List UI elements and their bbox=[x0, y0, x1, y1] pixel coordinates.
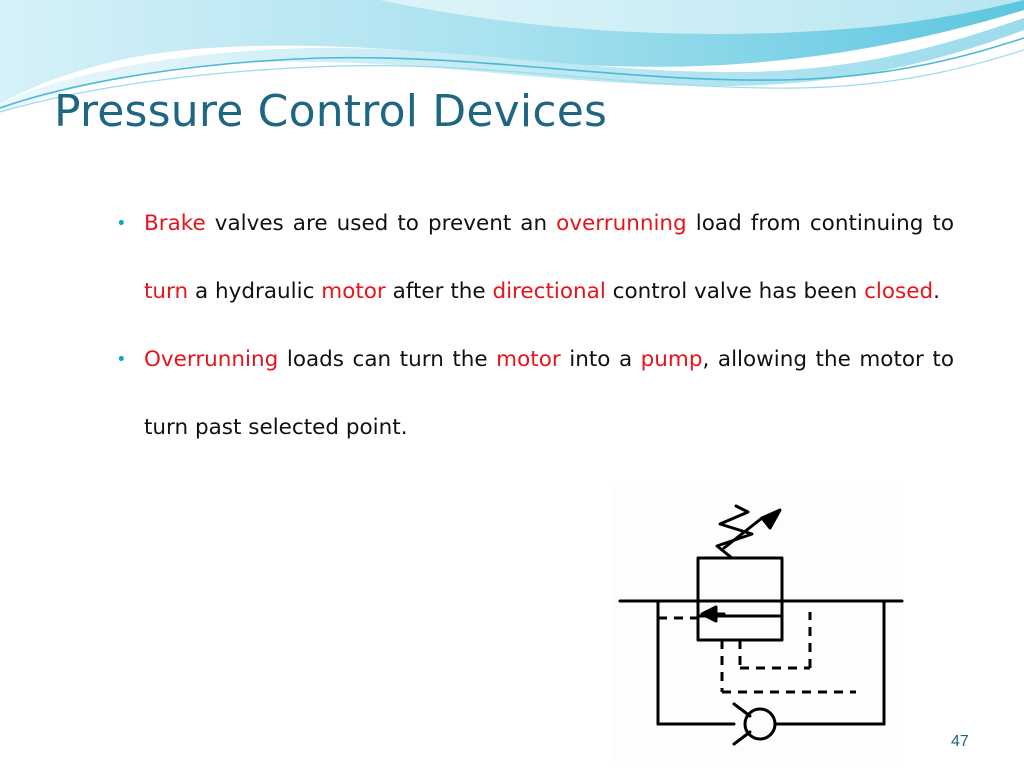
bullet-text-segment: load from continuing to bbox=[686, 211, 954, 236]
bullet-text-segment: valves are used to prevent an bbox=[205, 211, 557, 236]
page-number: 47 bbox=[951, 733, 969, 750]
slide-content bbox=[114, 190, 954, 462]
slide-title: Pressure Control Devices bbox=[54, 86, 608, 137]
brake-valve-symbol-diagram bbox=[612, 486, 904, 762]
bullet-text-segment: directional bbox=[492, 279, 606, 304]
bullet-brake-valves bbox=[114, 190, 954, 326]
bullet-text-segment: turn bbox=[144, 279, 189, 304]
bullet-icon: • bbox=[116, 349, 127, 370]
bullet-overrunning-loads bbox=[114, 326, 954, 462]
bullet-text-segment: . bbox=[933, 279, 940, 304]
bullet-text-segment: motor bbox=[321, 279, 386, 304]
bullet-text-segment: , allowing the motor to turn past selected point. bbox=[144, 347, 954, 440]
bullet-icon: • bbox=[116, 213, 127, 234]
bullet-text-segment: loads can turn the bbox=[278, 347, 497, 372]
bullet-text-segment: after the bbox=[385, 279, 493, 304]
bullet-text-segment: overrunning bbox=[556, 211, 687, 236]
bullet-text-segment: pump bbox=[640, 347, 703, 372]
brake-valve-symbol-icon bbox=[612, 486, 904, 762]
bullet-text-segment: Overrunning bbox=[144, 347, 279, 372]
bullet-text-segment: into a bbox=[560, 347, 641, 372]
bullet-text-segment: control valve has been bbox=[605, 279, 865, 304]
bullet-text-segment: a hydraulic bbox=[188, 279, 322, 304]
bullet-text-segment: motor bbox=[496, 347, 561, 372]
bullet-text-segment: Brake bbox=[144, 211, 206, 236]
bullet-text-segment: closed bbox=[864, 279, 934, 304]
